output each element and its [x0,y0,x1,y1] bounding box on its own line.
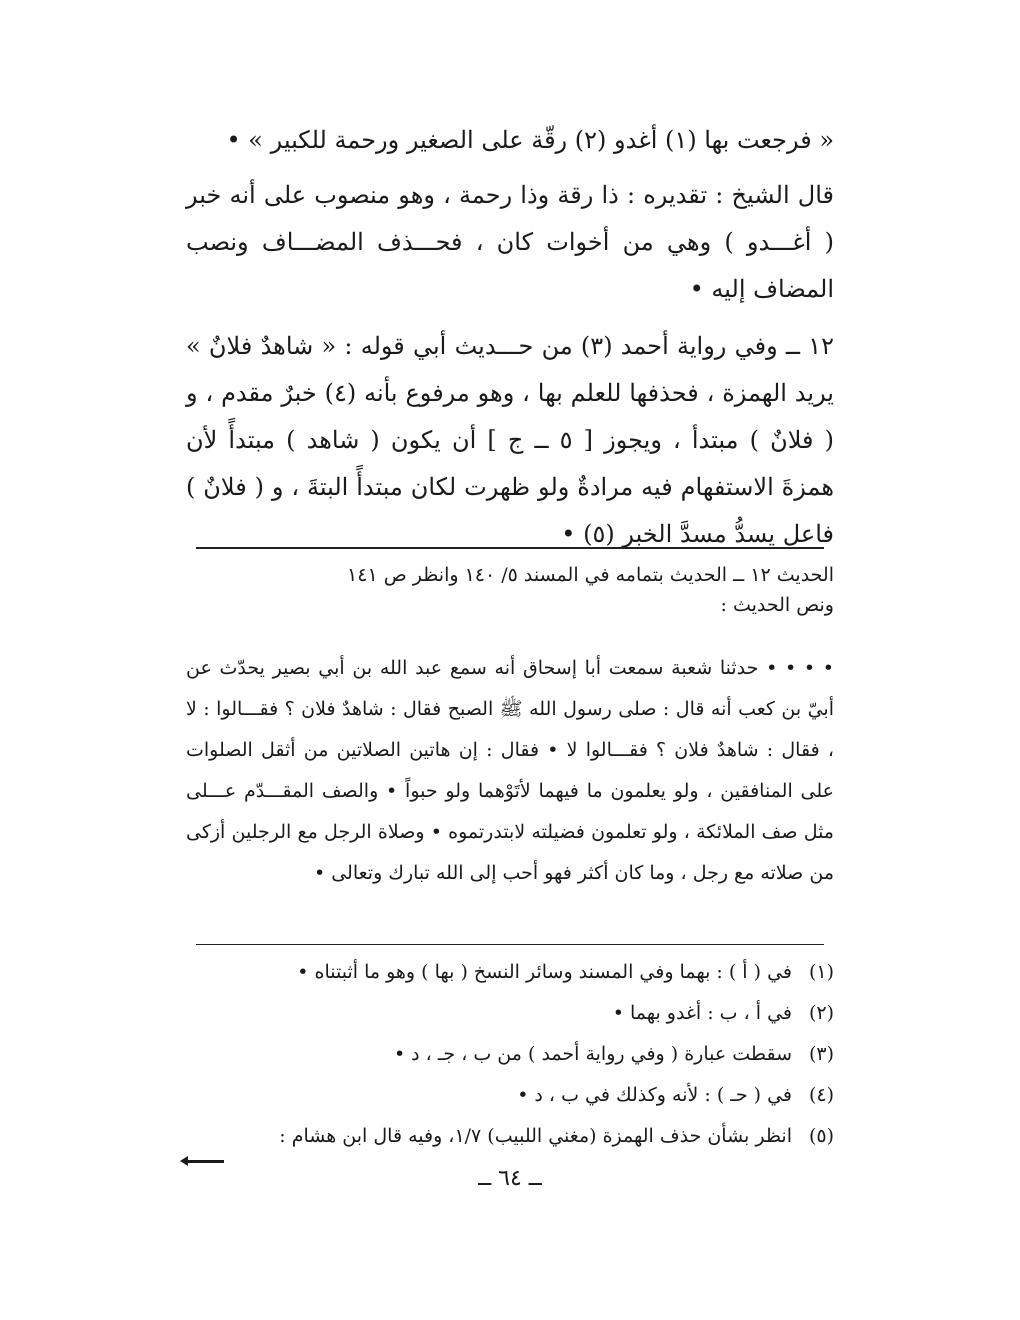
footnote-number: (٢) [808,1002,834,1024]
footnote-divider [196,944,824,945]
continuation-arrow-icon [186,1160,224,1163]
verse-quote: « فرجعت بها (١) أغدو (٢) رقّة على الصغير ورحمة للكبير » • [226,126,834,154]
commentary-paragraph: قال الشيخ : تقديره : ذا رقة وذا رحمة ، وهو منصوب على أنه خبر ( أغـــدو ) وهي من أخوات كان ، فحـــذف المضـــاف ونصب المضاف إليه • [186,181,835,303]
footnote-text: في ( أ ) : بهما وفي المسند وسائر النسخ ( بها ) وهو ما أثبتناه • [297,961,792,983]
footnote-number: (١) [808,961,834,983]
footnote [186,993,834,1034]
hadith-full-text: • • • • حدثنا شعبة سمعت أبا إسحاق أنه سمع عبد الله بن أبي بصير يحدّث عن أبيّ بن كعب أنه قال : صلى رسول الله ﷺ الصبح فقال : شاهدٌ فلان ؟ فقـــالوا : لا ، فقال : شاهدٌ فلان ؟ فقـــالوا لا • فقال : إن هاتين الصلاتين من أثقل الصلوات على المنافقين ، ولو يعلمون ما فيهما لأتَوْهما ولو حبواً • والصف المقـــدّم عـــلى مثل صف الملائكة ، ولو تعلمون فضيلته لابتدرتموه • وصلاة الرجل مع الرجلين أزكى من صلاته مع رجل ، وما كان أكثر فهو أحب إلى الله تبارك وتعالى • [186,657,834,884]
footnote [186,952,834,993]
footnote-number: (٤) [808,1084,834,1106]
footnote-text: انظر بشأن حذف الهمزة (مغني اللبيب) ١/٧، وفيه قال ابن هشام : [279,1125,792,1147]
footnote [186,1116,834,1157]
hadith-reference-line: الحديث ١٢ ــ الحديث بتمامه في المسند ٥/ ١٤٠ وانظر ص ١٤١ [347,564,834,586]
hadith-reference [186,560,834,620]
footnote-text: في أ ، ب : أغدو بهما • [612,1002,792,1024]
page-number: ــ ٦٤ ــ [478,1166,542,1191]
footnote-text: في ( حـ ) : لأنه وكذلك في ب ، د • [517,1084,792,1106]
main-text [186,172,834,568]
hadith-reference-line: ونص الحديث : [720,594,834,616]
footnotes [186,952,834,1157]
footnote [186,1034,834,1075]
hadith-12-paragraph: ١٢ ــ وفي رواية أحمد (٣) من حـــديث أبي قوله : « شاهدٌ فلانٌ » يريد الهمزة ، فحذفها للعلم بها ، وهو مرفوع بأنه (٤) خبرٌ مقدم ، و ( فلانٌ ) مبتدأ ، ويجوز [ ٥ ــ ج ] أن يكون ( شاهد ) مبتدأً لأن همزةَ الاستفهام فيه مرادةٌ ولو ظهرت لكان مبتدأً البتةَ ، و ( فلانٌ ) فاعل يسدُّ مسدَّ الخبر (٥) • [186,332,835,548]
footnote [186,1075,834,1116]
footnote-number: (٣) [808,1043,834,1065]
footnote-number: (٥) [808,1125,834,1147]
section-divider [196,547,824,549]
footnote-text: سقطت عبارة ( وفي رواية أحمد ) من ب ، جـ ، د • [393,1043,792,1065]
